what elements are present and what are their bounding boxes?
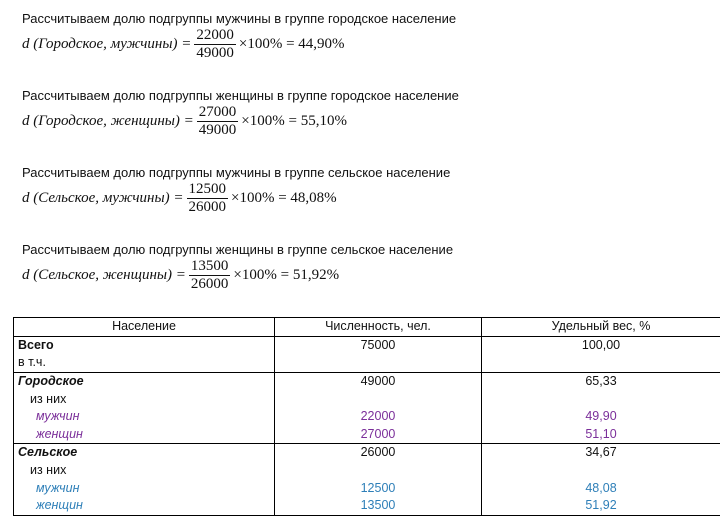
calc-2-denominator: 49000 [198, 122, 237, 138]
row-count: 13500 [275, 497, 482, 515]
row-label: женщин [14, 497, 275, 515]
row-label: Сельское [14, 444, 275, 462]
row-label: в т.ч. [14, 354, 275, 372]
calc-4-fraction [189, 258, 231, 293]
row-label: Всего [14, 336, 275, 354]
table-row [14, 426, 720, 444]
row-label: мужчин [14, 408, 275, 426]
table-header-row [14, 318, 720, 337]
calc-1-lhs: d (Городское, мужчины) = [22, 36, 192, 52]
row-label: из них [14, 390, 275, 408]
row-count: 75000 [275, 336, 482, 354]
row-share [482, 354, 720, 372]
calc-3-denominator: 26000 [188, 199, 226, 215]
calc-3-caption: Рассчитываем долю подгруппы мужчины в группе сельское население [22, 165, 451, 180]
calc-1-caption: Рассчитываем долю подгруппы мужчины в группе городское население [22, 11, 457, 26]
row-count: 27000 [275, 426, 482, 444]
row-share: 100,00 [482, 336, 720, 354]
calc-3-lhs: d (Сельское, мужчины) = [22, 190, 184, 206]
row-share: 65,33 [482, 372, 720, 390]
row-count [275, 354, 482, 372]
calc-1-fraction [194, 27, 236, 62]
table-row [14, 354, 720, 372]
table-row [14, 479, 720, 497]
header-population: Население [14, 318, 275, 337]
calc-1-numerator: 22000 [196, 27, 234, 43]
table-row [14, 390, 720, 408]
calc-3-numerator: 12500 [188, 181, 226, 197]
row-share [482, 390, 720, 408]
row-count [275, 390, 482, 408]
table-row [14, 336, 720, 354]
row-label: женщин [14, 426, 275, 444]
calc-4-result: ×100% = 51,92% [233, 267, 340, 283]
header-count: Численность, чел. [275, 318, 482, 337]
row-label: из них [14, 462, 275, 480]
calc-1-formula [22, 27, 345, 62]
header-share: Удельный вес, % [482, 318, 720, 337]
row-count: 26000 [275, 444, 482, 462]
table-row [14, 408, 720, 426]
population-table [13, 317, 720, 516]
row-count: 22000 [275, 408, 482, 426]
row-count [275, 462, 482, 480]
calc-2-fraction [197, 104, 239, 139]
row-label: мужчин [14, 479, 275, 497]
row-share: 51,10 [482, 426, 720, 444]
calc-4-caption: Рассчитываем долю подгруппы женщины в группе сельское население [22, 242, 454, 257]
row-share: 48,08 [482, 479, 720, 497]
calc-4-denominator: 26000 [190, 276, 229, 292]
table-row [14, 497, 720, 515]
row-share: 34,67 [482, 444, 720, 462]
row-label: Городское [14, 372, 275, 390]
row-count: 49000 [275, 372, 482, 390]
row-share: 51,92 [482, 497, 720, 515]
row-count: 12500 [275, 479, 482, 497]
calc-1-denominator: 49000 [196, 45, 234, 61]
row-share [482, 462, 720, 480]
table-row [14, 372, 720, 390]
table-row [14, 444, 720, 462]
calc-3-result: ×100% = 48,08% [231, 190, 337, 206]
table-row [14, 462, 720, 480]
calc-4-formula [22, 258, 339, 293]
calc-1-result: ×100% = 44,90% [238, 36, 345, 52]
calc-2-formula [22, 104, 347, 139]
row-share: 49,90 [482, 408, 720, 426]
calc-2-numerator: 27000 [198, 104, 237, 120]
calc-4-numerator: 13500 [190, 258, 229, 274]
calc-2-caption: Рассчитываем долю подгруппы женщины в группе городское население [22, 88, 459, 103]
calc-2-lhs: d (Городское, женщины) = [22, 113, 194, 129]
calc-2-result: ×100% = 55,10% [241, 113, 347, 129]
calc-3-formula [22, 181, 337, 216]
calc-4-lhs: d (Сельское, женщины) = [22, 267, 186, 283]
calc-3-fraction [187, 181, 229, 216]
